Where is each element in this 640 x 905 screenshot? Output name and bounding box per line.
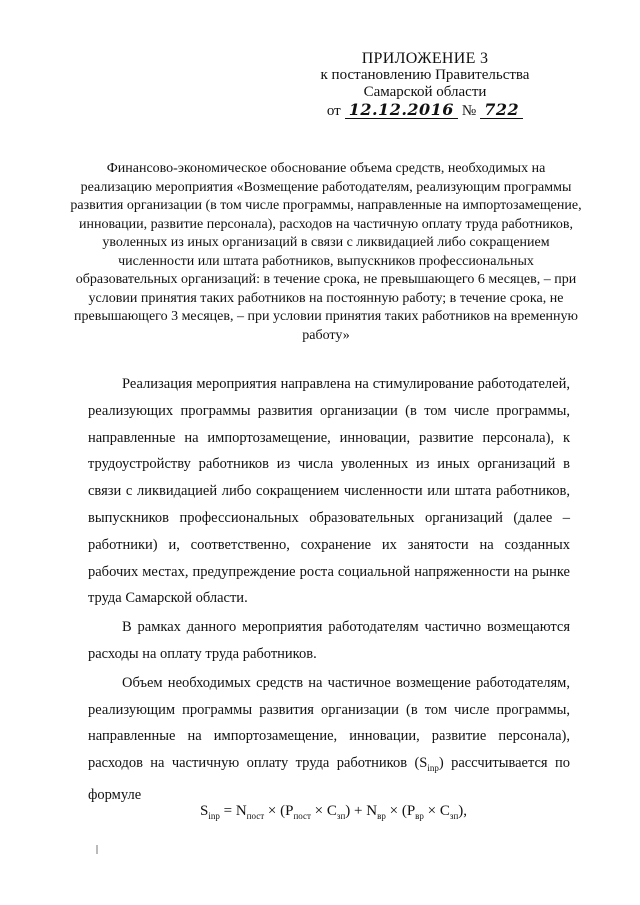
formula — [200, 803, 510, 821]
formula-times: × — [389, 803, 399, 819]
formula-times: × — [427, 803, 437, 819]
appendix-line1: к постановлению Правительства — [320, 67, 530, 83]
formula-n-vr-sub: вр — [377, 811, 386, 821]
formula-p-post-sub: пост — [293, 811, 311, 821]
date-prefix: от — [326, 103, 341, 119]
scan-mark — [96, 845, 98, 854]
handwritten-number: 722 — [480, 102, 523, 119]
paragraph-2: В рамках данного мероприятия работодателям частично возмещаются расходы на оплату труда работников. — [88, 619, 570, 662]
formula-lparen: ( — [280, 803, 286, 819]
formula-c-zp-sub: зп — [336, 811, 346, 821]
formula-lparen: ( — [401, 803, 407, 819]
paragraph-1: Реализация мероприятия направлена на стимулирование работодателей, реализующих программы развития организации (в том числе программы, направленные на импортозамещение, инновации, развитие персонала), к трудоустройству работников из числа уволенных из иных организаций в связи с ликвидацией либо сокращением численности или штата работников, выпускников профессиональных образовательных организаций (далее – работники) и, соответственно, сохранение их занятости на созданных рабочих местах, предупреждение роста социальной напряженности на рынке труда Самарской области. — [88, 376, 570, 607]
formula-lhs: S — [200, 803, 209, 819]
formula-comma: , — [463, 803, 468, 819]
document-heading: Финансово-экономическое обоснование объема средств, необходимых на реализацию мероприятия «Возмещение работодателям, реализующим программы развития организации (в том числе программы, направленные на импортозамещение, инновации, развитие персонала), расходов на частичную оплату труда работников, уволенных из иных организаций в связи с ликвидацией либо сокращением численности или штата работников, выпускников профессиональных образовательных организаций: в течение срока, не превышающего 6 месяцев, – при условии принятия таких работников на постоянную работу; в течение срока, не превышающего 3 месяцев, – при условии принятия таких работников на временную работу» — [70, 161, 582, 343]
formula-symbol-inline-sub: inp — [427, 763, 439, 774]
appendix-title: ПРИЛОЖЕНИЕ 3 — [361, 50, 489, 67]
document-body — [88, 371, 570, 809]
formula-c-zp: C — [439, 803, 450, 819]
formula-n-post-sub: пост — [246, 811, 265, 821]
paragraph-3-text: Объем необходимых средств на частичное возмещение работодателям, реализующим программы развития организации (в том числе программы, направленные на импортозамещение, инновации, развитие персонала), расходов на частичную оплату труда работников — [88, 674, 570, 772]
handwritten-date: 12.12.2016 — [345, 102, 458, 119]
formula-symbol-inline: S — [419, 755, 428, 772]
formula-lhs-sub: inp — [208, 811, 220, 821]
formula-equals: = — [223, 803, 233, 819]
paragraph-3: Объем необходимых средств на частичное возмещение работодателям, реализующим программы развития организации (в том числе программы, направленные на импортозамещение, инновации, развитие персонала), расходов на частичную оплату труда работников $(S_{inp})$ рассчитывается по формуле — [88, 674, 570, 803]
formula-rparen: ) — [458, 803, 464, 819]
formula-p-vr-sub: вр — [415, 811, 424, 821]
number-prefix: № — [461, 103, 477, 119]
formula-times: × — [314, 803, 324, 819]
formula-n-post: N — [235, 803, 247, 819]
formula-n-vr: N — [366, 803, 378, 819]
appendix-line2: Самарской области — [363, 84, 487, 100]
formula-c-zp-sub: зп — [449, 811, 459, 821]
formula-p-post: P — [285, 803, 294, 819]
appendix-date-number — [300, 102, 550, 120]
appendix-stamp — [300, 50, 550, 120]
formula-p-vr: P — [406, 803, 416, 819]
formula-plus: + — [354, 803, 363, 819]
formula-times: × — [267, 803, 277, 819]
paragraph-3-tail: рассчитывается по формуле — [88, 755, 570, 803]
formula-c-zp: C — [326, 803, 337, 819]
formula-rparen: ) — [345, 803, 351, 819]
